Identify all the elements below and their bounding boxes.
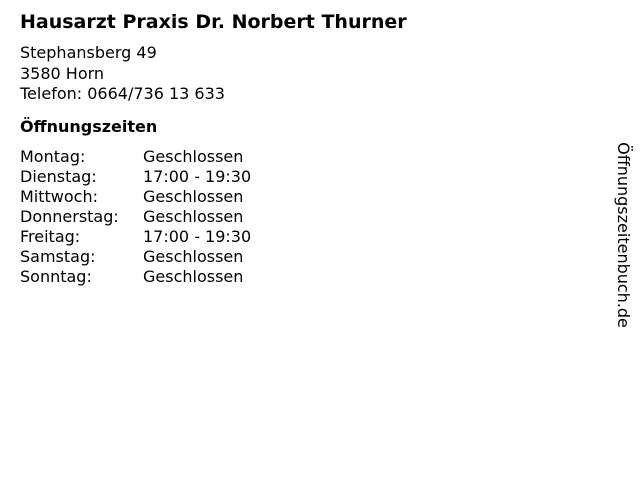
- day-hours: Geschlossen: [143, 206, 244, 226]
- hours-row-wednesday: [20, 187, 600, 207]
- day-hours: Geschlossen: [143, 186, 244, 206]
- day-label: Dienstag:: [20, 166, 97, 186]
- hours-row-tuesday: [20, 167, 600, 187]
- hours-row-sunday: [20, 267, 600, 287]
- opening-hours-table: [20, 147, 600, 287]
- hours-row-thursday: [20, 207, 600, 227]
- day-hours: Geschlossen: [143, 246, 244, 266]
- day-hours: 17:00 - 19:30: [143, 166, 252, 186]
- hours-row-friday: [20, 227, 600, 247]
- hours-row-monday: [20, 147, 600, 167]
- practice-address: [20, 43, 600, 105]
- day-hours: 17:00 - 19:30: [143, 226, 252, 246]
- day-hours: Geschlossen: [143, 266, 244, 286]
- day-label: Samstag:: [20, 246, 96, 266]
- phone-number: Telefon: 0664/736 13 633: [20, 84, 225, 103]
- brand-watermark: Öffnungszeitenbuch.de: [614, 142, 633, 328]
- opening-hours-heading: Öffnungszeiten: [20, 116, 158, 136]
- practice-name: Hausarzt Praxis Dr. Norbert Thurner: [20, 11, 407, 33]
- day-label: Donnerstag:: [20, 206, 119, 226]
- day-label: Freitag:: [20, 226, 81, 246]
- day-label: Montag:: [20, 146, 86, 166]
- hours-row-saturday: [20, 247, 600, 267]
- street-address: Stephansberg 49: [20, 43, 157, 62]
- city-address: 3580 Horn: [20, 63, 105, 83]
- day-label: Mittwoch:: [20, 186, 98, 206]
- day-label: Sonntag:: [20, 266, 92, 286]
- day-hours: Geschlossen: [143, 146, 244, 166]
- practice-card: [20, 10, 600, 287]
